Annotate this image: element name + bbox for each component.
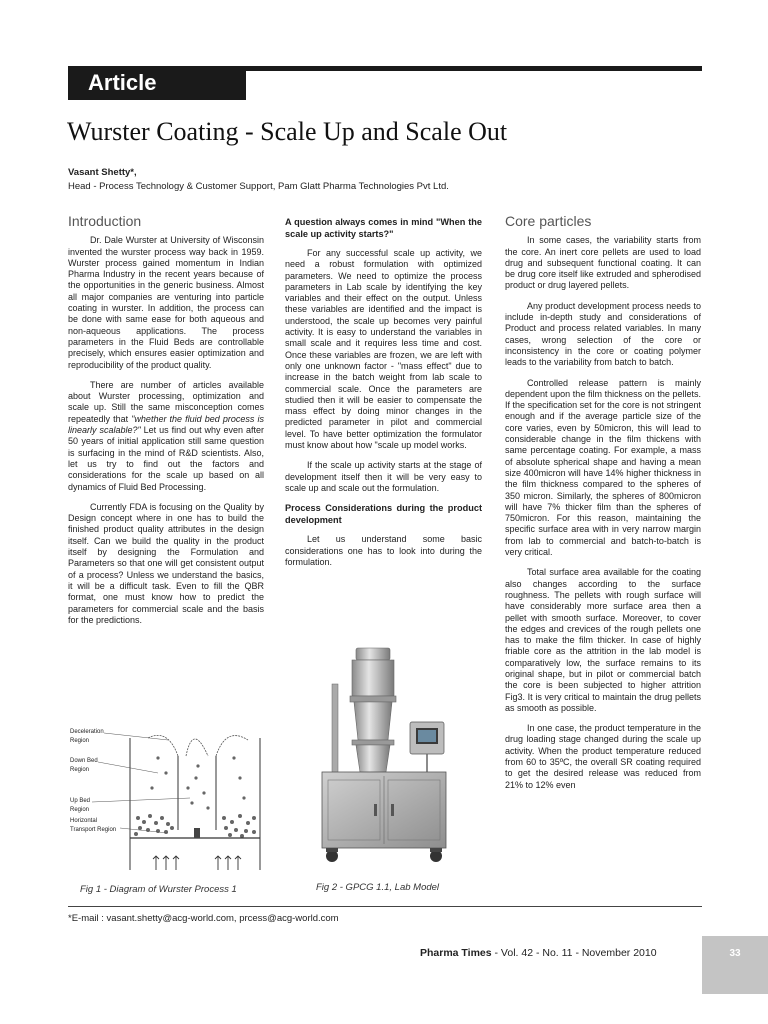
paragraph: There are number of articles available about Wurster processing, optimization and scale up. Still the same misconception comes repeatedly that "whether the fluid bed process is linearly scalable?" Let us find out why even after 50 years of initial application still same question is surfacing in the mind of R&D scientists. Also, let us try to find out the factors and considerations for the scale up based on all dynamics of Fluid Bed Processing. (68, 379, 265, 492)
publication-info (420, 947, 657, 959)
gpcg-lab-model-illustration (310, 644, 460, 872)
heading-introduction: Introduction (68, 213, 142, 229)
figure-wurster-diagram (68, 718, 264, 880)
figure-2-caption: Fig 2 - GPCG 1.1, Lab Model (316, 882, 440, 893)
paragraph: Dr. Dale Wurster at University of Wisconsin invented the wurster process way back in 1959. Wurster process gained momentum in Indian Pharma Industry in the recent years because of the opportunities in the generic business. Almost all major companies are venturing into particle coating in wurster. In addition, the process can be done with same ease for both aqueous and non-aqueous applications. The process parameters in the Fluid Beds are controllable precisely, which ensures easier optimization and reproducibility of the product quality. (68, 235, 264, 370)
author-name: Vasant Shetty*, (68, 167, 137, 178)
paragraph: In some cases, the variability starts from the core. An inert core pellets are used to load drug and subsequent functional coating. It can be drug core itself like extruded and spherodised product or drug layered pellets. (505, 235, 701, 291)
figure-1-caption: Fig 1 - Diagram of Wurster Process 1 (80, 884, 237, 895)
label-deceleration-region: Deceleration (70, 729, 104, 735)
svg-text:Transport Region: Transport Region (70, 827, 117, 833)
heading-core-particles: Core particles (505, 213, 592, 229)
paragraph: If the scale up activity starts at the stage of development itself then it will be very easy to scale up and scale out the formulation. (285, 460, 482, 493)
article-title: Wurster Coating - Scale Up and Scale Out (67, 117, 508, 146)
label-down-bed-region: Down Bed (70, 758, 98, 764)
label-horizontal-transport: Horizontal (70, 818, 98, 824)
paragraph: Total surface area available for the coating also changes according to the surface roughness. The pellets with rough surface will have considerably more surface area then a pellet with smooth surface. Moreover, to cover the edges and crevices of the rough pellets one has to make the film thicker. In case of highly friable core as the attrition in the lab model is comparatively low, the surface remains to its original shape, but in pilot or commercial batch the core is been subjected to higher attrition Fig3. It is very critical to maintain the drug pellets as smooth as possible. (505, 567, 701, 713)
quoted-question: "whether the fluid bed process is linearly scalable?" (68, 413, 264, 436)
svg-text:Region: Region (70, 738, 90, 744)
footnote-rule (68, 906, 702, 907)
paragraph: Any product development process needs to include in-depth study and considerations of Product and process related variables. In many cases, wrong selection of the core or inconsistency in the core or coating polymer leads to the variability from batch to batch. (505, 300, 701, 368)
issue-details: - Vol. 42 - No. 11 - November 2010 (491, 947, 657, 959)
figure-gpcg-machine (310, 644, 460, 872)
paragraph: In one case, the product temperature in the drug loading stage changed during the scale up activity. When the product temperature reduced from 60 to 35ºC, the overall SR coating required to get the desired release was reduced from 21% to 12% even (505, 723, 701, 790)
heading-question: A question always comes in mind "When the scale up activity starts?" (285, 217, 482, 239)
paragraph: Controlled release pattern is mainly dependent upon the film thickness on the pellets. If the specification set for the core is not stringent enough and if the average particle size of the core varies, even by 50micron, this will lead to considerable change in the film thickens with same percentage coating. For example, a mass of absolute spherical shape and having a mean size 400micron will have 14% higher thickness in the film thickness compared to the spheres of 350 micron. Similarly, the spheres of 800micron will have 7% thicker film than the spheres of 750micron. For this reason, maintaining the specific surface area with in very narrow margin from lab to commercial and batch-to-batch is very critical. (505, 377, 701, 558)
journal-name: Pharma Times (420, 947, 492, 959)
label-up-bed-region: Up Bed (70, 798, 91, 804)
email-footnote: *E-mail : vasant.shetty@acg-world.com, prcess@acg-world.com (68, 913, 339, 924)
paragraph: For any successful scale up activity, we need a robust formulation with optimized parameters. We need to optimize the process parameters in Lab scale by identifying the key variables and their effect on the output. Unless these variables are identified and the impact is understood, the scale up becomes very painful activity. It is easy to understand the variables in small scale and it requires less time and cost. Once these variables are frozen, we are left with only one unknown factor - "mass effect" due to increase in the batch weight from lab scale to commercial scale. Once the parameters are studied then it will be easier to compensate the mass effect by doing minor changes in the predicted parameter in pilot and commercial level. To have better optimization the formulator must know about how "scale up model works. (285, 248, 482, 451)
svg-text:Region: Region (70, 807, 90, 813)
section-label: Article (68, 66, 246, 100)
wurster-process-diagram (68, 718, 264, 880)
page-number: 33 (702, 936, 768, 994)
svg-text:Region: Region (70, 767, 90, 773)
column-2 (285, 217, 482, 577)
paragraph: Let us understand some basic considerations one has to look into during the formulation. (285, 534, 482, 567)
heading-process-considerations: Process Considerations during the product development (285, 503, 482, 525)
column-3 (505, 213, 701, 800)
paragraph: Currently FDA is focusing on the Quality by Design concept where in one has to build the finished product quality attributes in the design itself. Can we build the quality in the product itself by designing the Formulation and Parameters so that one will get consistent output of a process? Unless we understand the basics, it will be a difficult task. Even to fill the QBR format, one must know how to predict the parameters for commercial scale and the basis for the predictions. (68, 501, 264, 625)
column-1 (68, 213, 265, 635)
author-affiliation: Head - Process Technology & Customer Support, Pam Glatt Pharma Technologies Pvt Ltd. (68, 181, 449, 192)
